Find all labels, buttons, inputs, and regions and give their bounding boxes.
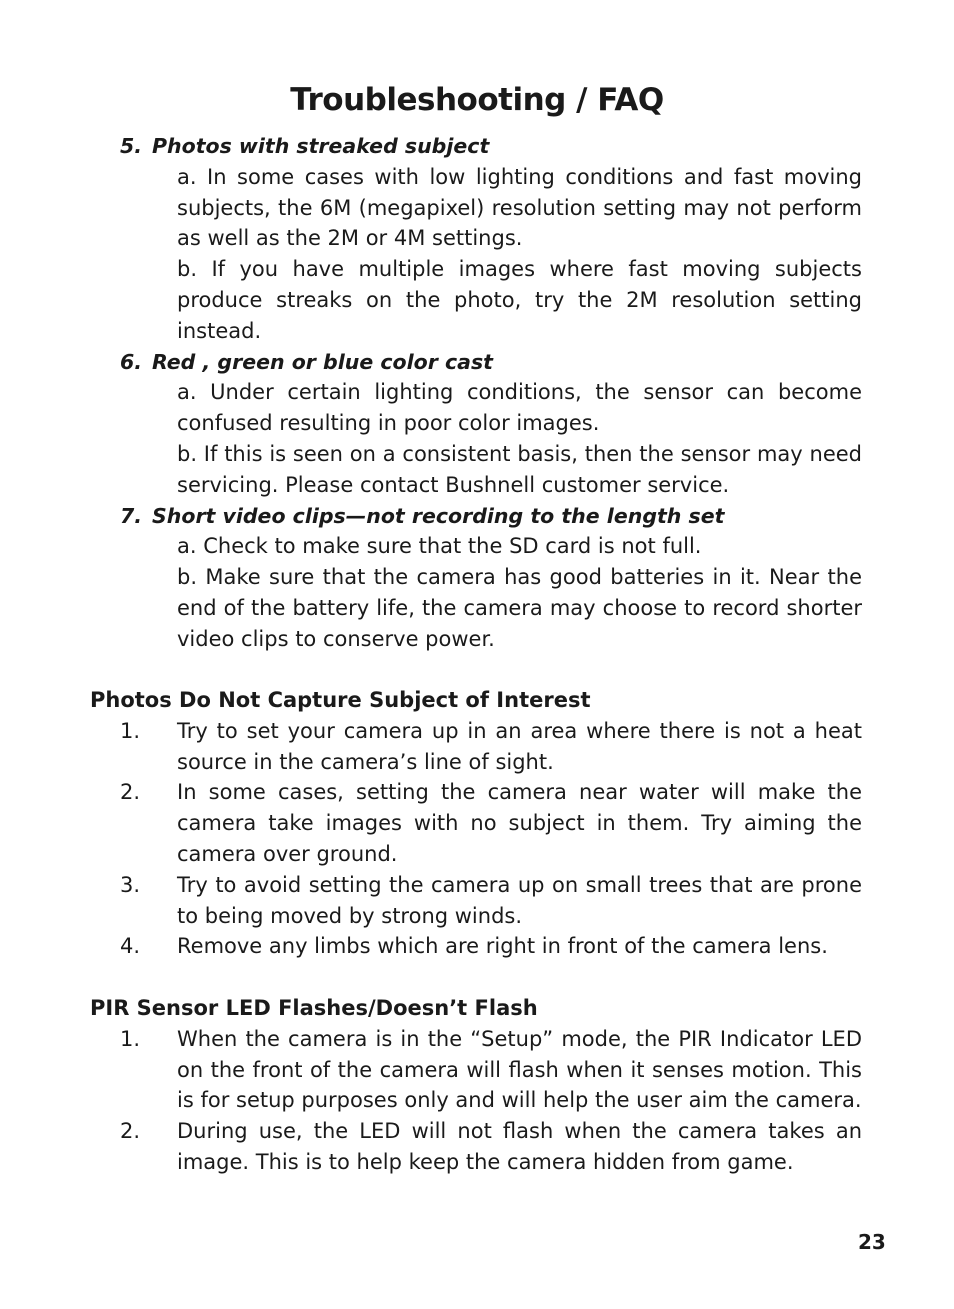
faq-paragraph: a. Under certain lighting conditions, the sensor can become confused resulting in poor color images. [177,380,862,436]
list-text: During use, the LED will not flash when the camera takes an image. This is to help keep the camera hidden from game. [177,1119,862,1174]
list-number: 2. [120,780,141,805]
list-item [90,870,862,932]
list-text: Try to set your camera up in an area where there is not a heat source in the camera’s line of sight. [177,718,862,774]
section-heading: Photos Do Not Capture Subject of Interest [90,688,591,712]
list-text: In some cases, setting the camera near water will make the camera take images with no subject in them. Try aiming the camera over ground. [177,780,862,866]
list-item [90,931,862,962]
faq-paragraph: b. If this is seen on a consistent basis, then the sensor may need servicing. Please contact Bushnell customer service. [177,441,862,497]
faq-paragraph: b. Make sure that the camera has good batteries in it. Near the end of the battery life, the camera may choose to record shorter video clips to conserve power. [177,565,862,651]
page-number: 23 [858,1230,886,1254]
list-text: When the camera is in the “Setup” mode, the PIR Indicator LED on the front of the camera will flash when it senses motion. This is for setup purposes only and will help the user aim the camera. [177,1026,862,1113]
faq-paragraph: a. In some cases with low lighting conditions and fast moving subjects, the 6M (megapixel) resolution setting may not perform as well as the 2M or 4M settings. [177,164,862,251]
list-number: 1. [120,718,141,743]
section-photos-subject [90,685,862,962]
list-item [90,716,862,778]
list-text: Try to avoid setting the camera up on small trees that are prone to being moved by strong winds. [177,872,862,928]
list-number: 1. [120,1026,141,1051]
faq-heading: Photos with streaked subject [152,134,490,158]
section-heading: PIR Sensor LED Flashes/Doesn’t Flash [90,996,538,1020]
page-title: Troubleshooting / FAQ [290,82,664,118]
list-number: 2. [120,1119,141,1144]
faq-item [90,347,862,501]
faq-item [90,501,862,655]
list-number: 3. [120,872,141,897]
faq-number: 7. [120,503,143,528]
list-number: 4. [120,934,141,959]
list-item [90,777,862,869]
faq-list [90,131,862,655]
faq-heading: Red , green or blue color cast [152,349,493,374]
section-pir-led [90,993,862,1178]
list-item [90,1116,862,1178]
list-text: Remove any limbs which are right in front of the camera lens. [177,934,828,959]
faq-paragraph: b. If you have multiple images where fast moving subjects produce streaks on the photo, try the 2M resolution setting instead. [177,257,862,343]
faq-number: 5. [120,134,143,158]
list-item [90,1024,862,1116]
faq-item [90,131,862,347]
faq-heading: Short video clips—not recording to the length set [152,503,725,528]
faq-paragraph: a. Check to make sure that the SD card is not full. [177,534,702,559]
faq-number: 6. [120,349,143,374]
